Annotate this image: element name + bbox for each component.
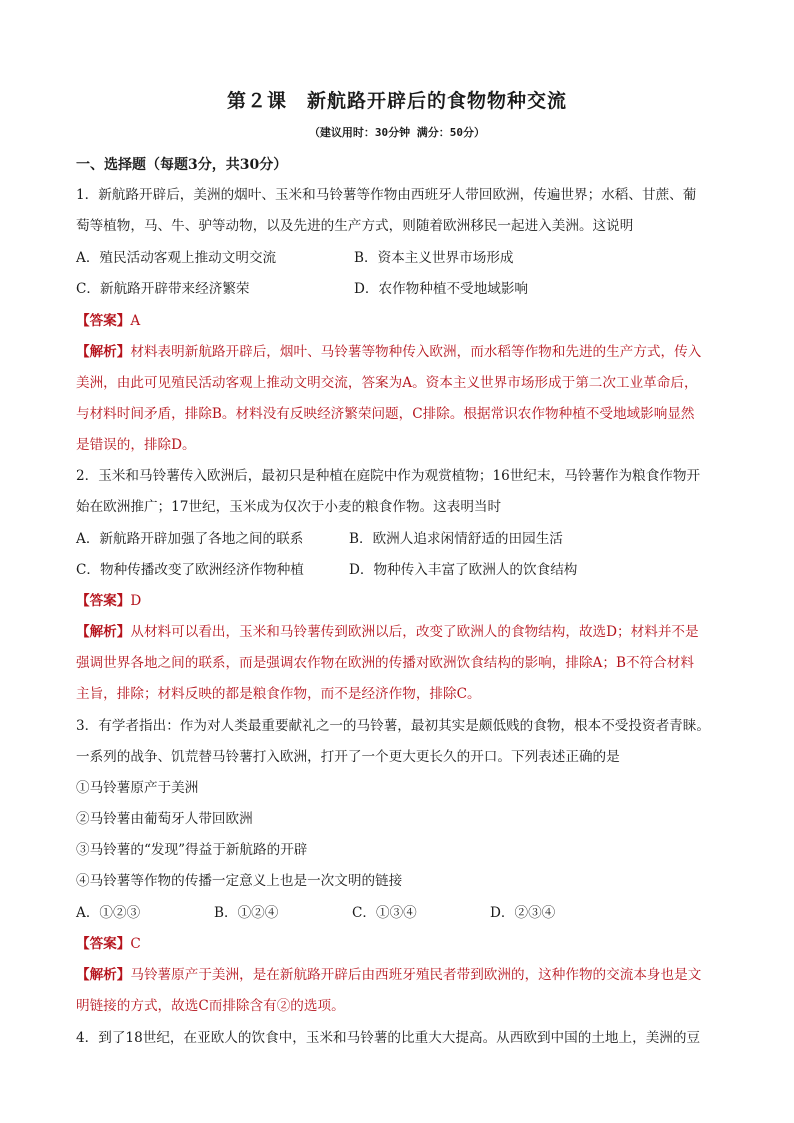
q3-statement: ①马铃薯原产于美洲 bbox=[76, 780, 199, 796]
q1-stem-line: 1．新航路开辟后，美洲的烟叶、玉米和马铃薯等作物由西班牙人带回欧洲，传遍世界；水稻、甘蔗、葡 bbox=[76, 187, 697, 203]
q1-answer bbox=[76, 311, 721, 331]
q3-statement: ②马铃薯由葡萄牙人带回欧洲 bbox=[76, 811, 253, 827]
answer-label: 【答案】 bbox=[76, 313, 131, 329]
q2-option-c: C．物种传播改变了欧洲经济作物种植 bbox=[76, 562, 304, 578]
q3-option-b: B．①②④ bbox=[214, 905, 279, 921]
answer-label: 【答案】 bbox=[76, 593, 131, 609]
answer-value: A bbox=[130, 313, 141, 329]
q3-stem-line: 3．有学者指出：作为对人类最重要献礼之一的马铃薯，最初其实是颇低贱的食物，根本不受投资者青睐。 bbox=[76, 718, 710, 734]
q2-analysis-line: 主旨，排除；材料反映的都是粮食作物，而不是经济作物，排除C。 bbox=[76, 686, 481, 702]
answer-value: C bbox=[130, 936, 141, 952]
page-title: 第２课 新航路开辟后的食物物种交流 bbox=[226, 90, 567, 112]
answer-label: 【答案】 bbox=[76, 936, 131, 952]
q1-option-a: A．殖民活动客观上推动文明交流 bbox=[76, 250, 277, 266]
q3-option-c: C．①③④ bbox=[352, 905, 417, 921]
q1-option-b: B．资本主义世界市场形成 bbox=[354, 250, 514, 266]
q3-option-d: D．②③④ bbox=[490, 905, 556, 921]
q2-analysis-line: 【解析】从材料可以看出，玉米和马铃薯传到欧洲以后，改变了欧洲人的食物结构，故选D；材料并不是 bbox=[76, 624, 699, 640]
analysis-label: 【解析】 bbox=[76, 967, 131, 983]
q1-analysis-line: 是错误的，排除D。 bbox=[76, 437, 196, 453]
time-score-note: （建议用时：30分钟 满分：50分） bbox=[308, 126, 486, 139]
q1-option-d: D．农作物种植不受地域影响 bbox=[354, 281, 529, 297]
analysis-label: 【解析】 bbox=[76, 624, 131, 640]
q2-stem-line: 2．玉米和马铃薯传入欧洲后，最初只是种植在庭院中作为观赏植物；16世纪末，马铃薯作为粮食作物开 bbox=[76, 468, 701, 484]
q1-option-c: C．新航路开辟带来经济繁荣 bbox=[76, 281, 250, 297]
q2-stem-line: 始在欧洲推广；17世纪，玉米成为仅次于小麦的粮食作物。这表明当时 bbox=[76, 499, 502, 515]
q3-answer bbox=[76, 934, 721, 954]
q2-analysis-line: 强调世界各地之间的联系，而是强调农作物在欧洲的传播对欧洲饮食结构的影响，排除A；B不符合材料 bbox=[76, 655, 694, 671]
q3-analysis-line: 【解析】马铃薯原产于美洲，是在新航路开辟后由西班牙殖民者带到欧洲的，这种作物的交流本身也是文 bbox=[76, 967, 702, 983]
q1-analysis-line: 与材料时间矛盾，排除B。材料没有反映经济繁荣问题，C排除。根据常识农作物种植不受地域影响显然 bbox=[76, 406, 695, 422]
q1-analysis-line: 美洲，由此可见殖民活动客观上推动文明交流，答案为A。资本主义世界市场形成于第二次工业革命后， bbox=[76, 375, 698, 391]
q3-statement: ③马铃薯的“发现”得益于新航路的开辟 bbox=[76, 842, 308, 858]
q2-option-a: A．新航路开辟加强了各地之间的联系 bbox=[76, 531, 304, 547]
q3-stem-line: 一系列的战争、饥荒替马铃薯打入欧洲，打开了一个更大更长久的开口。下列表述正确的是 bbox=[76, 749, 620, 765]
q4-stem-line: 4．到了18世纪，在亚欧人的饮食中，玉米和马铃薯的比重大大提高。从西欧到中国的土地上，美洲的豆 bbox=[76, 1030, 701, 1046]
q1-stem-line: 萄等植物，马、牛、驴等动物，以及先进的生产方式，则随着欧洲移民一起进入美洲。这说明 bbox=[76, 218, 634, 234]
section-heading: 一、选择题（每题3分，共30分） bbox=[76, 157, 288, 173]
q1-analysis-line: 【解析】材料表明新航路开辟后，烟叶、马铃薯等物种传入欧洲，而水稻等作物和先进的生产方式，传入 bbox=[76, 344, 702, 360]
q2-answer bbox=[76, 591, 721, 611]
analysis-label: 【解析】 bbox=[76, 344, 131, 360]
answer-value: D bbox=[130, 593, 142, 609]
q3-option-a: A．①②③ bbox=[76, 905, 141, 921]
q2-option-b: B．欧洲人追求闲情舒适的田园生活 bbox=[349, 531, 563, 547]
q2-option-d: D．物种传入丰富了欧洲人的饮食结构 bbox=[349, 562, 578, 578]
q3-statement: ④马铃薯等作物的传播一定意义上也是一次文明的链接 bbox=[76, 873, 403, 889]
q3-analysis-line: 明链接的方式，故选C而排除含有②的选项。 bbox=[76, 998, 345, 1014]
